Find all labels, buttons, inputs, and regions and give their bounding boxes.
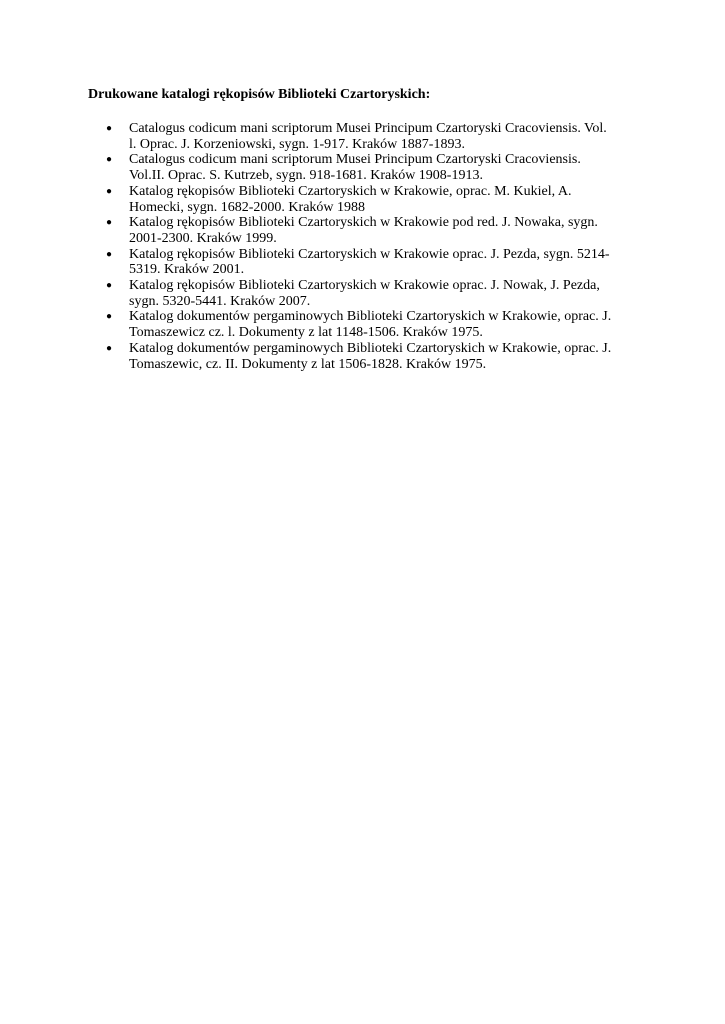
bullet-icon: ● (106, 342, 113, 354)
list-item-line: Homecki, sygn. 1682-2000. Kraków 1988 (129, 199, 366, 215)
list-item-line: Katalog rękopisów Biblioteki Czartoryskich w Krakowie oprac. J. Nowak, J. Pezda, (129, 278, 600, 294)
bullet-icon: ● (106, 248, 113, 260)
bullet-icon: ● (106, 217, 113, 229)
list-item-line: sygn. 5320-5441. Kraków 2007. (129, 293, 311, 309)
list-item-line: Vol.II. Oprac. S. Kutrzeb, sygn. 918-1681. Kraków 1908-1913. (129, 168, 483, 184)
list-item-line: Catalogus codicum mani scriptorum Musei Principum Czartoryski Cracoviensis. (129, 152, 581, 168)
list-item (106, 215, 646, 246)
list-item-line: Tomaszewicz cz. l. Dokumenty z lat 1148-1506. Kraków 1975. (129, 325, 483, 341)
document-heading: Drukowane katalogi rękopisów Biblioteki Czartoryskich: (88, 87, 431, 102)
list-item (106, 341, 646, 372)
bullet-icon: ● (106, 311, 113, 323)
bullet-icon: ● (106, 280, 113, 292)
list-item-line: Catalogus codicum mani scriptorum Musei Principum Czartoryski Cracoviensis. Vol. (129, 121, 607, 136)
list-item (106, 247, 646, 278)
list-item-line: Tomaszewic, cz. II. Dokumenty z lat 1506-1828. Kraków 1975. (129, 356, 487, 372)
list-item-line: 5319. Kraków 2001. (129, 262, 245, 278)
list-item (106, 278, 646, 309)
list-item-line: Katalog dokumentów pergaminowych Biblioteki Czartoryskich w Krakowie, oprac. J. (129, 309, 612, 325)
list-item (106, 309, 646, 340)
list-item-line: Katalog rękopisów Biblioteki Czartoryskich w Krakowie, oprac. M. Kukiel, A. (129, 183, 572, 199)
bullet-icon: ● (106, 123, 113, 134)
list-item-line: Katalog rękopisów Biblioteki Czartoryskich w Krakowie oprac. J. Pezda, sygn. 5214- (129, 246, 610, 262)
catalog-list (106, 121, 646, 372)
list-item (106, 121, 646, 152)
list-item (106, 184, 646, 215)
list-item-line: 2001-2300. Kraków 1999. (129, 230, 277, 246)
bullet-icon: ● (106, 154, 113, 166)
list-item-line: l. Oprac. J. Korzeniowski, sygn. 1-917. Kraków 1887-1893. (129, 136, 465, 152)
list-item (106, 152, 646, 183)
list-item-line: Katalog dokumentów pergaminowych Biblioteki Czartoryskich w Krakowie, oprac. J. (129, 340, 612, 356)
list-item-line: Katalog rękopisów Biblioteki Czartoryskich w Krakowie pod red. J. Nowaka, sygn. (129, 215, 598, 231)
bullet-icon: ● (106, 185, 113, 197)
